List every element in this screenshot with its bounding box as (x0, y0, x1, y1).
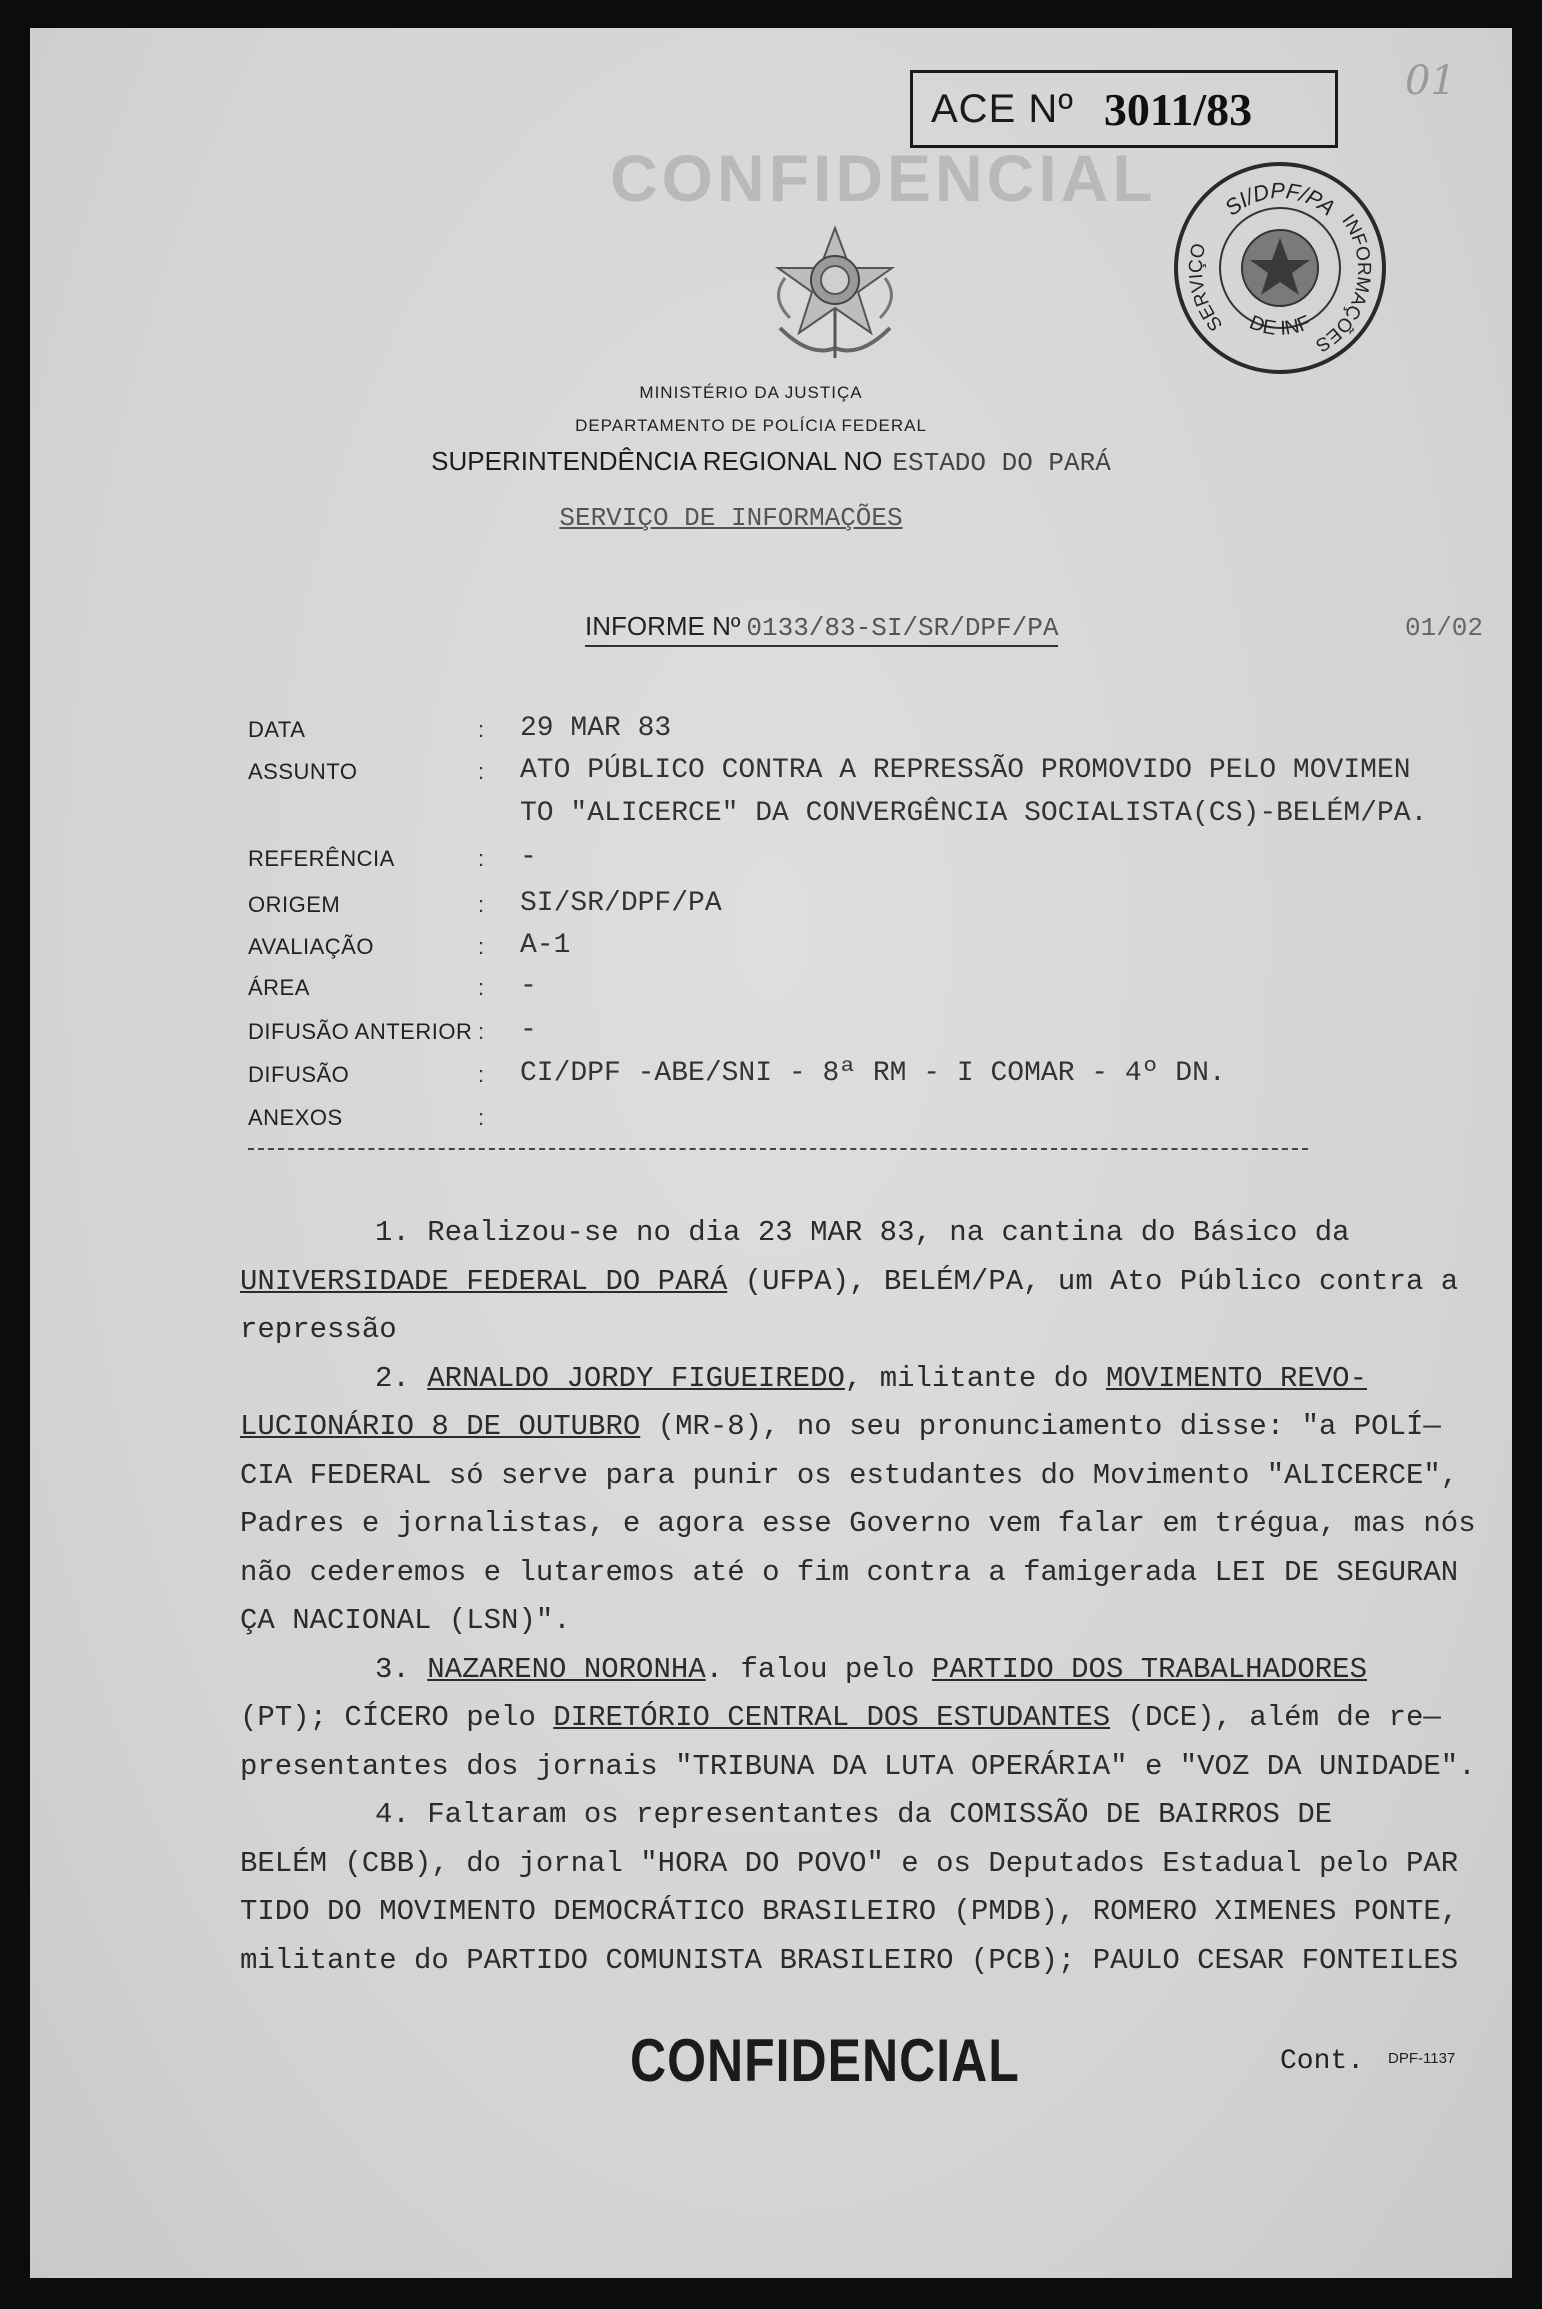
underlined-text: UNIVERSIDADE FEDERAL DO PARÁ (240, 1265, 728, 1298)
field-value: ATO PÚBLICO CONTRA A REPRESSÃO PROMOVIDO PELO MOVIMEN (520, 755, 1411, 786)
body-text: presentantes dos jornais "TRIBUNA DA LUTA OPERÁRIA" e "VOZ DA UNIDADE". (240, 1750, 1476, 1783)
body-text: TIDO DO MOVIMENTO DEMOCRÁTICO BRASILEIRO (PMDB), ROMERO XIMENES PONTE, (240, 1895, 1459, 1928)
body-line (240, 1548, 1500, 1597)
field-value: TO "ALICERCE" DA CONVERGÊNCIA SOCIALISTA(CS)-BELÉM/PA. (520, 798, 1428, 829)
underlined-text: LUCIONÁRIO 8 DE OUTUBRO (240, 1410, 641, 1443)
field-colon: : (478, 846, 485, 871)
stamp-bottom-text: DE INF (1246, 311, 1314, 340)
body-line (240, 1596, 1500, 1645)
svg-text:SI/DPF/PA (1220, 178, 1340, 221)
header-department: DEPARTAMENTO DE POLÍCIA FEDERAL (575, 416, 927, 435)
body-line (240, 1305, 1500, 1354)
body-text: repressão (240, 1313, 397, 1346)
field-label: ASSUNTO (248, 759, 358, 784)
field-colon: : (478, 1105, 485, 1130)
body-line (375, 1790, 1542, 1839)
body-line (240, 1402, 1500, 1451)
body-text: BELÉM (CBB), do jornal "HORA DO POVO" e os Deputados Estadual pelo PAR (240, 1847, 1459, 1880)
body-text: . falou pelo (705, 1653, 932, 1686)
stamp-left-text: SERVIÇO (1185, 241, 1228, 335)
field-colon: : (478, 892, 485, 917)
body-text: (MR-8), no seu pronunciamento disse: "a POLÍ— (640, 1410, 1441, 1443)
classification-top: CONFIDENCIAL (610, 141, 1157, 215)
body-line (240, 1742, 1500, 1791)
underlined-text: PARTIDO DOS TRABALHADORES (931, 1653, 1367, 1686)
svg-text:DE INF (1246, 312, 1313, 340)
field-value: A-1 (520, 930, 571, 961)
body-text: , militante do (844, 1362, 1106, 1395)
body-line (240, 1936, 1500, 1985)
body-line (240, 1693, 1500, 1742)
ace-number: 3011/83 (1103, 83, 1253, 135)
field-colon: : (478, 759, 485, 784)
underlined-text: MOVIMENTO REVO- (1105, 1362, 1367, 1395)
body-line (240, 1499, 1500, 1548)
intelligence-service-stamp (1170, 158, 1390, 378)
body-text: (DCE), além de re— (1110, 1701, 1441, 1734)
corner-page-mark: 01 (1405, 58, 1456, 104)
stamp-right-text: INFORMAÇÕES (1311, 210, 1375, 356)
body-text: CIA FEDERAL só serve para punir os estudantes do Movimento "ALICERCE", (240, 1459, 1459, 1492)
header-superintendence-row (30, 446, 1512, 478)
document-page (30, 28, 1512, 2278)
field-value: CI/DPF -ABE/SNI - 8ª RM - I COMAR - 4º DN. (520, 1058, 1226, 1089)
body-text: Padres e jornalistas, e agora esse Governo vem falar em trégua, mas nós (240, 1507, 1476, 1540)
body-text: 2. (375, 1362, 428, 1395)
field-value: SI/SR/DPF/PA (520, 888, 722, 919)
body-text: (UFPA), BELÉM/PA, um Ato Público contra a (727, 1265, 1459, 1298)
body-text: 3. (375, 1653, 428, 1686)
field-label: AVALIAÇÃO (248, 934, 374, 959)
field-label: DIFUSÃO ANTERIOR (248, 1019, 473, 1044)
body-text: 1. Realizou-se no dia 23 MAR 83, na cantina do Básico da (375, 1216, 1350, 1249)
field-colon: : (478, 934, 485, 959)
field-label: ÁREA (248, 975, 310, 1000)
field-colon: : (478, 717, 485, 742)
field-label: ANEXOS (248, 1105, 343, 1130)
field-label: REFERÊNCIA (248, 846, 395, 871)
body-line (240, 1887, 1500, 1936)
informe-title (585, 611, 1058, 647)
body-text: não cederemos e lutaremos até o fim contra a famigerada LEI DE SEGURAN (240, 1556, 1459, 1589)
header-superintendence: SUPERINTENDÊNCIA REGIONAL NO (431, 446, 883, 476)
body-text: militante do PARTIDO COMUNISTA BRASILEIRO (PCB); PAULO CESAR FONTEILES (240, 1944, 1459, 1977)
body-line (375, 1208, 1542, 1257)
classification-bottom: CONFIDENCIAL (630, 2027, 1020, 2095)
field-value: - (520, 842, 537, 873)
body-line (240, 1839, 1500, 1888)
field-value: 29 MAR 83 (520, 713, 672, 744)
body-text: ÇA NACIONAL (LSN)". (240, 1604, 571, 1637)
continuation-label: Cont. (1280, 2046, 1365, 2077)
field-label: DIFUSÃO (248, 1062, 350, 1087)
informe-label: INFORME Nº (585, 611, 741, 641)
field-label: DATA (248, 717, 306, 742)
underlined-text: NAZARENO NORONHA (427, 1653, 706, 1686)
field-value: - (520, 971, 537, 1002)
separator-rule (248, 1148, 1308, 1150)
form-code: DPF-1137 (1388, 2050, 1456, 2067)
field-value: - (520, 1015, 537, 1046)
underlined-text: ARNALDO JORDY FIGUEIREDO (427, 1362, 845, 1395)
field-colon: : (478, 975, 485, 1000)
ace-label: ACE Nº (931, 86, 1074, 131)
field-colon: : (478, 1062, 485, 1087)
ace-number-box (910, 70, 1338, 148)
body-text: (PT); CÍCERO pelo (240, 1701, 554, 1734)
body-text: 4. Faltaram os representantes da COMISSÃO DE BAIRROS DE (375, 1798, 1333, 1831)
header-service: SERVIÇO DE INFORMAÇÕES (559, 503, 903, 533)
page-index: 01/02 (1405, 613, 1484, 643)
field-colon: : (478, 1019, 485, 1044)
stamp-top-text: SI/DPF/PA (1220, 177, 1340, 221)
svg-text:INFORMAÇÕES (1312, 211, 1374, 356)
body-line (375, 1645, 1542, 1694)
header-state: ESTADO DO PARÁ (892, 448, 1111, 478)
body-line (240, 1257, 1500, 1306)
body-line (240, 1451, 1500, 1500)
field-label: ORIGEM (248, 892, 341, 917)
body-line (375, 1354, 1542, 1403)
underlined-text: DIRETÓRIO CENTRAL DOS ESTUDANTES (553, 1701, 1111, 1734)
coat-of-arms-icon (750, 218, 920, 368)
header-ministry: MINISTÉRIO DA JUSTIÇA (639, 383, 863, 402)
informe-number: 0133/83-SI/SR/DPF/PA (746, 613, 1059, 643)
